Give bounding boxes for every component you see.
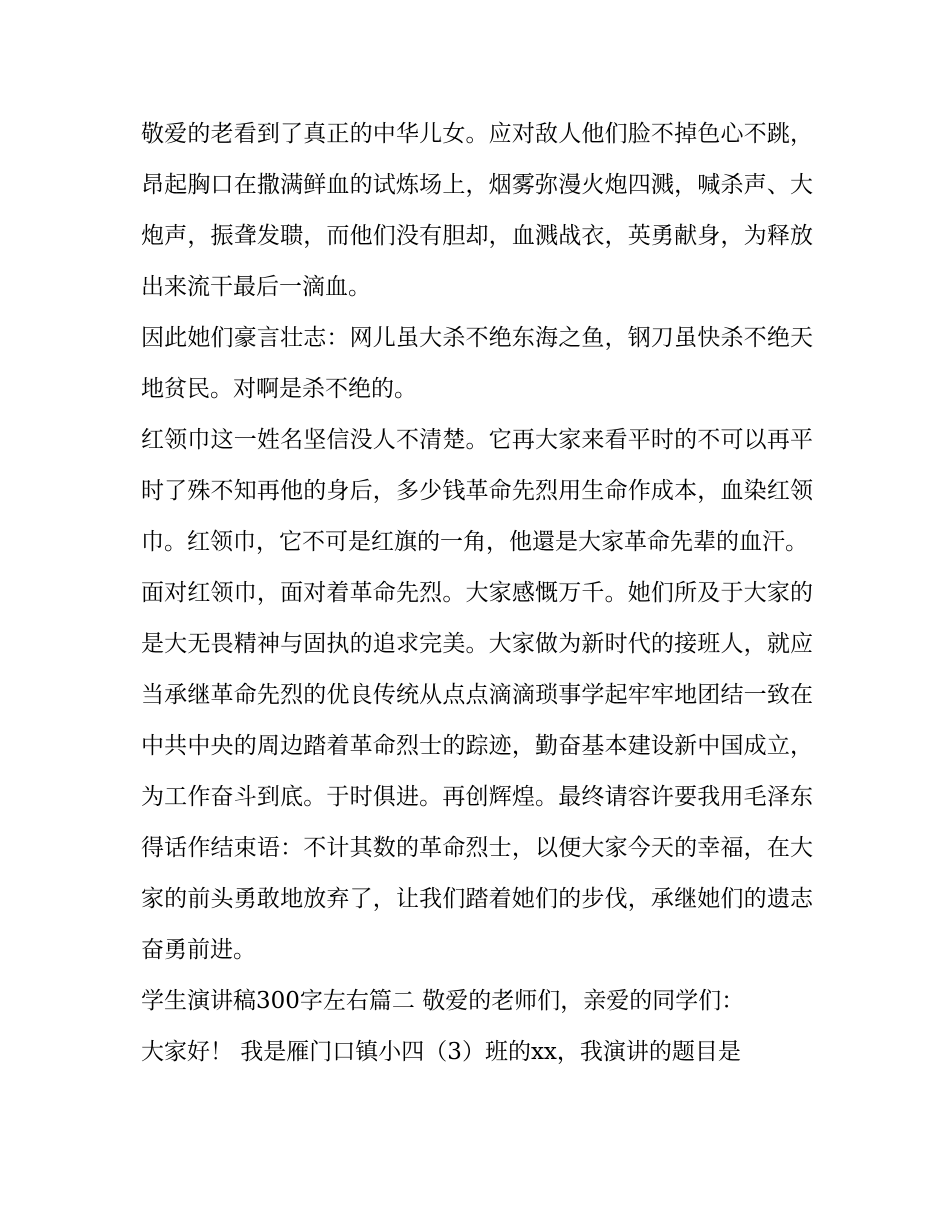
paragraph-heroes: 敬爱的老看到了真正的中华儿女。应对敌人他们脸不掉色心不跳，昂起胸口在撒满鲜血的试炼场上，烟雾弥漫火炮四溅，喊杀声、大炮声，振聋发聩，而他们没有胆却，血溅战衣，英勇献身，为释放出来流干最后一滴血。 bbox=[141, 121, 813, 300]
paragraph-speech-heading: 学生演讲稿300字左右篇二 敬爱的老师们，亲爱的同学们： bbox=[141, 988, 745, 1014]
paragraph-red-scarf: 红领巾这一姓名坚信没人不清楚。它再大家来看平时的不可以再平时了殊不知再他的身后，多少钱革命先烈用生命作成本，血染红领巾。红领巾，它不可是红旗的一角，他還是大家革命先辈的血汗。 bbox=[141, 427, 813, 555]
document-body bbox=[141, 109, 813, 1078]
paragraph-vow: 因此她们豪言壮志：网儿虽大杀不绝东海之鱼，钢刀虽快杀不绝天地贫民。对啊是杀不绝的。 bbox=[141, 325, 813, 402]
paragraph-greeting: 大家好！ 我是雁门口镇小四（3）班的xx，我演讲的题目是 bbox=[141, 1039, 741, 1065]
paragraph-facing-red-scarf: 面对红领巾，面对着革命先烈。大家感慨万千。她们所及于大家的是大无畏精神与固执的追求完美。大家做为新时代的接班人，就应当承继革命先烈的优良传统从点点滴滴琐事学起牢牢地团结一致在中共中央的周边踏着革命烈士的踪迹，勤奋基本建设新中国成立，为工作奋斗到底。于时俱进。再创辉煌。最终请容许要我用毛泽东得话作结束语：不计其数的革命烈士，以便大家今天的幸福，在大家的前头勇敢地放弃了，让我们踏着她们的步伐，承继她们的遗志奋勇前进。 bbox=[141, 580, 813, 963]
